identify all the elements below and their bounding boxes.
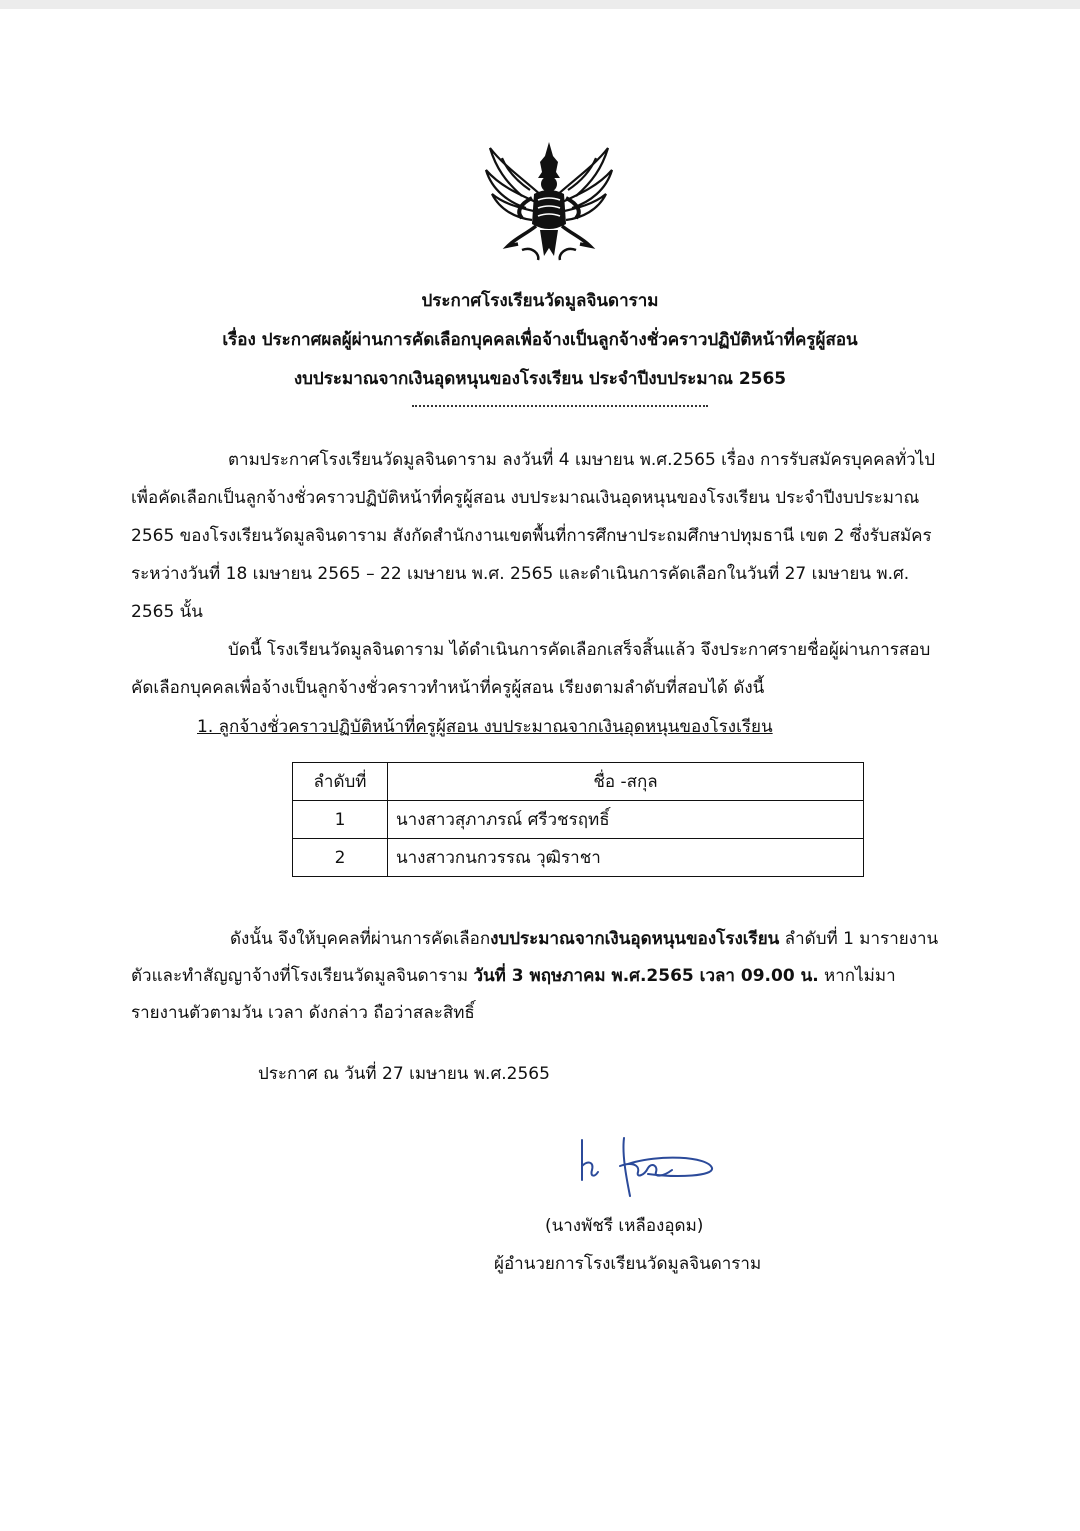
dotted-separator xyxy=(412,405,708,407)
announce-date: ประกาศ ณ วันที่ 27 เมษายน พ.ศ.2565 xyxy=(258,1064,550,1084)
garuda-emblem-icon xyxy=(482,138,616,264)
signature-icon xyxy=(568,1136,718,1204)
paragraph2-line1: บัดนี้ โรงเรียนวัดมูลจินดาราม ได้ดำเนินการคัดเลือกเสร็จสิ้นแล้ว จึงประกาศรายชื่อผู้ผ่านการสอบ xyxy=(228,640,931,660)
closing-line2-date: วันที่ 3 พฤษภาคม พ.ศ.2565 เวลา 09.00 น. xyxy=(473,966,819,986)
closing-line2-a: ตัวและทำสัญญาจ้างที่โรงเรียนวัดมูลจินดาราม xyxy=(131,966,474,986)
header-name: ชื่อ -สกุล xyxy=(388,763,864,801)
table-header-row xyxy=(293,763,864,801)
paragraph1-line5: 2565 นั้น xyxy=(131,602,203,622)
closing-line3: รายงานตัวตามวัน เวลา ดังกล่าว ถือว่าสละสิทธิ์ xyxy=(131,1003,475,1023)
row-order: 1 xyxy=(293,801,388,839)
closing-line2-c: หากไม่มา xyxy=(818,966,896,986)
document-title: ประกาศโรงเรียนวัดมูลจินดาราม xyxy=(421,291,659,311)
signatory-position: ผู้อำนวยการโรงเรียนวัดมูลจินดาราม xyxy=(494,1254,762,1274)
paragraph1-line3: 2565 ของโรงเรียนวัดมูลจินดาราม สังกัดสำนักงานเขตพื้นที่การศึกษาประถมศึกษาปทุมธานี เขต 2 ซึ่งรับสมัคร xyxy=(131,526,932,546)
paragraph2-line2: คัดเลือกบุคคลเพื่อจ้างเป็นลูกจ้างชั่วคราวทำหน้าที่ครูผู้สอน เรียงตามลำดับที่สอบได้ ดังนี้ xyxy=(131,678,765,698)
closing-line1-c: ลำดับที่ 1 มารายงาน xyxy=(779,929,939,949)
candidates-table xyxy=(292,762,864,877)
paragraph1-line2: เพื่อคัดเลือกเป็นลูกจ้างชั่วคราวปฏิบัติหน้าที่ครูผู้สอน งบประมาณเงินอุดหนุนของโรงเรียน ประจำปีงบประมาณ xyxy=(131,488,920,508)
closing-line1 xyxy=(230,925,938,952)
document-subject: เรื่อง ประกาศผลผู้ผ่านการคัดเลือกบุคคลเพื่อจ้างเป็นลูกจ้างชั่วคราวปฏิบัติหน้าที่ครูผู้สอน xyxy=(222,330,858,350)
closing-line2 xyxy=(131,962,896,989)
closing-line1-budget: งบประมาณจากเงินอุดหนุนของโรงเรียน xyxy=(490,929,780,949)
header-order: ลำดับที่ xyxy=(293,763,388,801)
document-budget-line: งบประมาณจากเงินอุดหนุนของโรงเรียน ประจำปีงบประมาณ 2565 xyxy=(293,369,787,389)
paragraph1-line4: ระหว่างวันที่ 18 เมษายน 2565 – 22 เมษายน พ.ศ. 2565 และดำเนินการคัดเลือกในวันที่ 27 เมษายน พ.ศ. xyxy=(131,564,910,584)
section-heading: 1. ลูกจ้างชั่วคราวปฏิบัติหน้าที่ครูผู้สอน งบประมาณจากเงินอุดหนุนของโรงเรียน xyxy=(197,717,773,737)
signatory-name: (นางพัชรี เหลืองอุดม) xyxy=(545,1216,704,1236)
row-name: นางสาวสุภาภรณ์ ศรีวชรฤทธิ์ xyxy=(388,801,864,839)
paragraph1-line1: ตามประกาศโรงเรียนวัดมูลจินดาราม ลงวันที่ 4 เมษายน พ.ศ.2565 เรื่อง การรับสมัครบุคคลทั่วไป xyxy=(228,450,936,470)
table-row xyxy=(293,839,864,877)
row-order: 2 xyxy=(293,839,388,877)
table-row xyxy=(293,801,864,839)
row-name: นางสาวกนกวรรณ วุฒิราชา xyxy=(388,839,864,877)
top-bar xyxy=(0,0,1080,9)
closing-line1-a: ดังนั้น จึงให้บุคคลที่ผ่านการคัดเลือก xyxy=(230,929,491,949)
